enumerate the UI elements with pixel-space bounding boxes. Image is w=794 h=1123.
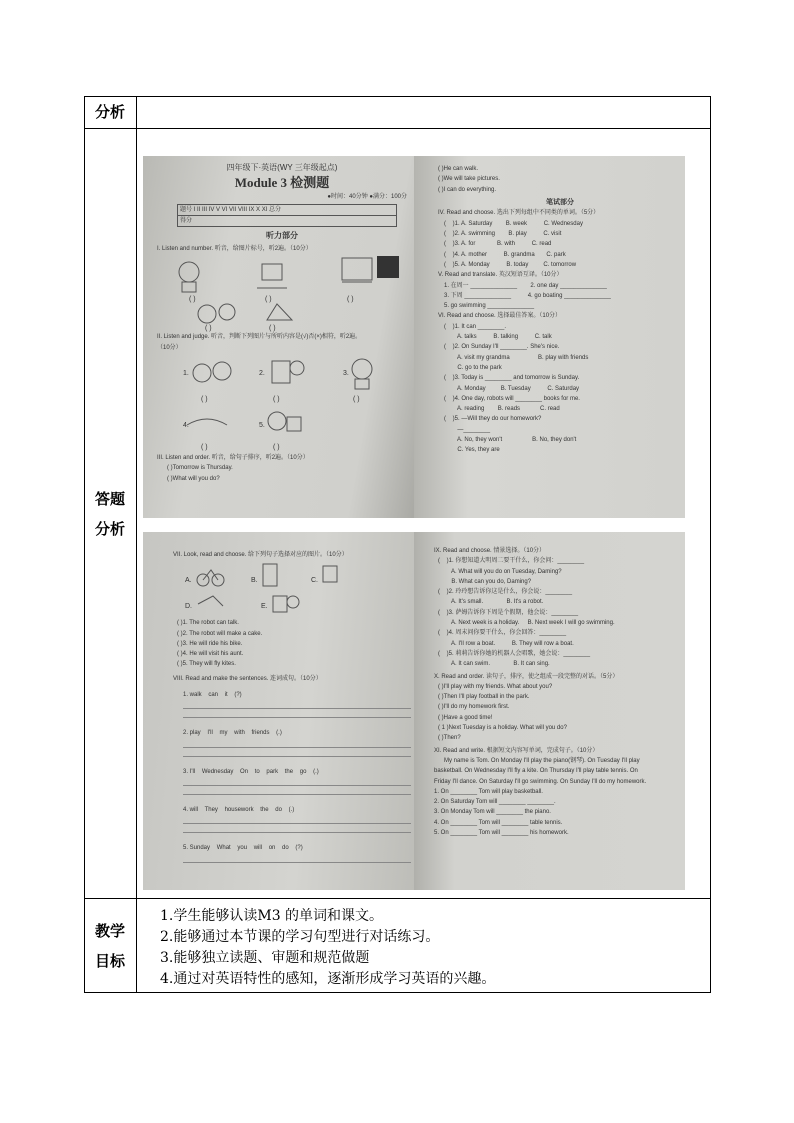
table-border-bottom xyxy=(84,992,711,993)
question-11: XI. Read and write. 根据短文内容写单词，完成句子。（10分） xyxy=(434,747,599,754)
q7-row: ( )3. He will ride his bike. xyxy=(177,640,243,647)
q8-row: 4. will They housework the do (.) xyxy=(183,806,295,813)
q6-row: C. go to the park xyxy=(444,364,502,371)
question-4: IV. Read and choose. 选出下列每组中不同类的单词。（5分） xyxy=(438,210,600,217)
q6-row: A. reading B. reads C. read xyxy=(444,406,560,413)
svg-text:D.: D. xyxy=(185,603,192,611)
listen-line-3: ( )I can do everything. xyxy=(438,186,497,193)
svg-text:( ): ( ) xyxy=(265,296,272,304)
answer-line xyxy=(183,700,411,709)
q10-row: ( )Then I'll play football in the park. xyxy=(438,694,530,701)
question-3-item-b: ( )What will you do? xyxy=(167,475,220,482)
reading-pictures xyxy=(173,560,411,618)
svg-text:A.: A. xyxy=(185,577,192,585)
q10-row: ( )I'll do my homework first. xyxy=(438,704,510,711)
svg-text:5.: 5. xyxy=(259,421,265,429)
photo-1-page xyxy=(157,162,407,484)
q11-passage: Friday I'll dance. On Saturday I'll go swimming. On Sunday I'll do my homework. xyxy=(434,778,647,785)
listening-section-title: 听力部分 xyxy=(266,231,298,241)
answer-line xyxy=(183,815,411,824)
exam-photo-2 xyxy=(414,156,685,518)
table-border-left xyxy=(84,96,85,993)
question-9: IX. Read and choose. 情景选择。（10分） xyxy=(434,548,546,554)
q6-row: A. visit my grandma B. play with friends xyxy=(444,354,589,361)
exam-time: ●时间：40分钟 ●满分：100分 xyxy=(327,193,407,200)
q11-passage: basketball. On Wednesday I'll fly a kite. On Thursday I'll play table tennis. On xyxy=(434,768,638,775)
svg-text:E.: E. xyxy=(261,603,268,611)
answer-line xyxy=(183,748,411,757)
q11-row: 1. On ________ Tom will play basketball. xyxy=(434,788,543,795)
row-label-teaching-goals-1: 教学 xyxy=(94,922,125,940)
svg-text:( ): ( ) xyxy=(273,443,280,451)
goal-item: 4.通过对英语特性的感知，逐渐形成学习英语的兴趣。 xyxy=(160,971,496,987)
score-table xyxy=(177,204,397,228)
photo-4-page xyxy=(434,546,684,838)
row-label-teaching-goals-2: 目标 xyxy=(94,952,125,970)
q7-row: ( )4. He will visit his aunt. xyxy=(177,651,244,658)
svg-text:( ): ( ) xyxy=(201,443,208,451)
question-1-pictures xyxy=(157,254,407,332)
exam-header: 四年级下·英语(WY 三年级起点) xyxy=(226,163,338,172)
q11-passage: My name is Tom. On Monday I'll play the piano(钢琴). On Tuesday I'll play xyxy=(444,757,640,764)
q10-row: ( )I'll play with my friends. What about you? xyxy=(438,683,553,690)
q6-row: ( )4. One day, robots will ________ books for me. xyxy=(444,395,580,402)
question-1: I. Listen and number. 听音，给图片标号，听2遍。（10分） xyxy=(157,246,312,253)
q6-row: C. Yes, they are xyxy=(444,447,500,454)
svg-text:( ): ( ) xyxy=(273,395,280,403)
q6-row: ( )3. Today is ________ and tomorrow is Sunday. xyxy=(444,375,580,382)
exam-photo-3 xyxy=(143,532,414,890)
row-label-answer-analysis-2: 分析 xyxy=(94,520,125,538)
svg-text:1.: 1. xyxy=(183,369,189,377)
q4-row: ( )1. A. Saturday B. week C. Wednesday xyxy=(444,220,583,227)
q6-row: ( )5. —Will they do our homework? xyxy=(444,416,542,423)
question-10: X. Read and order. 读句子，排序，使之组成一段完整的对话。（5分） xyxy=(434,673,619,680)
table-column-divider xyxy=(136,96,137,993)
svg-text:C.: C. xyxy=(311,577,318,585)
question-8: VIII. Read and make the sentences. 连词成句。（10分） xyxy=(173,675,322,682)
answer-line xyxy=(183,854,411,863)
exam-photo-4 xyxy=(414,532,685,890)
question-3: III. Listen and order. 听音，给句子排序，听2遍。（10分） xyxy=(157,454,309,461)
q6-row: ( )2. On Sunday I'll ________. She's nice. xyxy=(444,344,560,351)
goal-item: 1.学生能够认读M3 的单词和课文。 xyxy=(160,908,384,924)
q11-row: 3. On Monday Tom will ________ the piano. xyxy=(434,809,551,816)
q9-row: A. What will you do on Tuesday, Daming? xyxy=(438,568,562,575)
q9-row: A. It can swim. B. It can sing. xyxy=(438,661,550,668)
svg-text:( ): ( ) xyxy=(201,395,208,403)
q8-row: 2. play I'll my with friends (.) xyxy=(183,730,282,737)
q6-row: A. Monday B. Tuesday C. Saturday xyxy=(444,385,580,392)
table-border-top xyxy=(84,96,711,97)
listening-pictures-1 xyxy=(157,254,407,332)
q11-row: 4. On ________ Tom will ________ table tennis. xyxy=(434,819,563,826)
q8-row: 5. Sunday What you will on do (?) xyxy=(183,845,303,852)
q9-row: ( )3. 萨姆告诉你下周是个假期，他会说：________ xyxy=(438,609,579,616)
listen-line-2: ( )We will take pictures. xyxy=(438,176,500,183)
answer-line xyxy=(183,777,411,786)
table-border-right xyxy=(710,96,711,993)
score-row-2: 得分 xyxy=(180,218,193,225)
answer-line xyxy=(183,786,411,795)
q5-row: 3. 下周 ______________ 4. go boating ______________ xyxy=(444,292,611,299)
q10-row: ( )Then? xyxy=(438,735,461,742)
score-row-1: 题号 I II III IV V VI VII VIII IX X XI 总分 xyxy=(178,205,396,216)
listening-pictures-2 xyxy=(157,353,407,453)
svg-text:2.: 2. xyxy=(259,369,265,377)
svg-text:( ): ( ) xyxy=(353,395,360,403)
question-5: V. Read and translate. 英汉短语互译。（10分） xyxy=(438,272,563,279)
question-7-pictures xyxy=(173,560,411,618)
q7-row: ( )1. The robot can talk. xyxy=(177,620,239,627)
svg-text:( ): ( ) xyxy=(269,325,276,333)
svg-text:( ): ( ) xyxy=(205,325,212,333)
table-row-divider xyxy=(84,898,711,899)
q4-row: ( )2. A. swimming B. play C. visit xyxy=(444,231,562,238)
q4-row: ( )3. A. for B. with C. read xyxy=(444,241,552,248)
goal-item: 2.能够通过本节课的学习句型进行对话练习。 xyxy=(160,929,440,945)
question-6: VI. Read and choose. 选择最佳答案。（10分） xyxy=(438,313,562,320)
q9-row: A. Next week is a holiday. B. Next week I will go swimming. xyxy=(438,620,615,627)
q8-row: 1. walk can it (?) xyxy=(183,692,242,699)
q11-row: 5. On ________ Tom will ________ his homework. xyxy=(434,830,569,837)
goal-item: 3.能够独立读题、审题和规范做题 xyxy=(160,950,370,966)
q9-row: ( )2. 玲玲想告诉你这是什么，你会说：________ xyxy=(438,589,573,596)
q10-row: ( )Have a good time! xyxy=(438,714,493,721)
answer-line xyxy=(183,824,411,833)
question-2-points: （10分） xyxy=(157,344,182,351)
q5-row: 5. go swimming ______________ xyxy=(444,303,535,310)
svg-text:( ): ( ) xyxy=(189,296,196,304)
q6-row: ( )1. It can ________. xyxy=(444,323,507,330)
q11-row: 2. On Saturday Tom will ________ ________. xyxy=(434,799,556,806)
row-label-answer-analysis-1: 答题 xyxy=(94,490,125,508)
written-section-title: 笔试部分 xyxy=(546,198,574,206)
q8-list xyxy=(173,690,411,862)
svg-text:4.: 4. xyxy=(183,421,189,429)
svg-text:( ): ( ) xyxy=(347,296,354,304)
photo-3-page xyxy=(173,550,411,863)
question-3-item-a: ( )Tomorrow is Thursday. xyxy=(167,465,233,472)
q9-row: ( )5. 莉莉告诉你她的机器人会唱歌，她会说：________ xyxy=(438,650,591,657)
q5-row: 1. 在周一 ______________ 2. one day ______________ xyxy=(444,282,607,289)
exam-photo-1 xyxy=(143,156,414,518)
question-2-pictures xyxy=(157,353,407,453)
q7-row: ( )2. The robot will make a cake. xyxy=(177,630,263,637)
q6-row: A. talks B. talking C. talk xyxy=(444,334,552,341)
q6-row: —________ xyxy=(444,426,491,433)
listen-line-1: ( )He can walk. xyxy=(438,166,479,172)
svg-text:3.: 3. xyxy=(343,369,349,377)
exam-title: Module 3 检测题 xyxy=(234,174,330,190)
q9-row: ( )1. 你想知道大明周二要干什么，你会问：________ xyxy=(438,558,585,565)
q4-row: ( )5. A. Monday B. today C. tomorrow xyxy=(444,261,577,268)
q4-row: ( )4. A. mother B. grandma C. park xyxy=(444,251,566,258)
question-7: VII. Look, read and choose. 给下列句子选择对应的图片。（10分） xyxy=(173,552,348,558)
teaching-goals-list xyxy=(160,906,495,990)
q9-row: A. It's small. B. It's a robot. xyxy=(438,599,544,606)
photo-2-page xyxy=(438,164,682,456)
answer-line xyxy=(183,709,411,718)
question-2: II. Listen and judge. 听音，判断下列图片与所听内容是(√)否(×)相符，听2遍。 xyxy=(157,334,362,341)
q9-row: ( )4. 周末问你要干什么，你会回答：________ xyxy=(438,630,567,637)
q7-row: ( )5. They will fly kites. xyxy=(177,661,236,668)
q10-row: ( 1 )Next Tuesday is a holiday. What will you do? xyxy=(438,725,567,732)
qr-code xyxy=(377,256,399,278)
q9-row: A. I'll row a boat. B. They will row a boat. xyxy=(438,640,574,647)
row-label-analysis: 分析 xyxy=(94,103,125,121)
answer-line xyxy=(183,739,411,748)
q9-row: B. What can you do, Daming? xyxy=(438,578,532,585)
q6-row: A. No, they won't B. No, they don't xyxy=(444,437,577,444)
q8-row: 3. I'll Wednesday On to park the go (.) xyxy=(183,768,319,775)
svg-text:B.: B. xyxy=(251,577,258,585)
table-row-divider xyxy=(84,128,711,129)
